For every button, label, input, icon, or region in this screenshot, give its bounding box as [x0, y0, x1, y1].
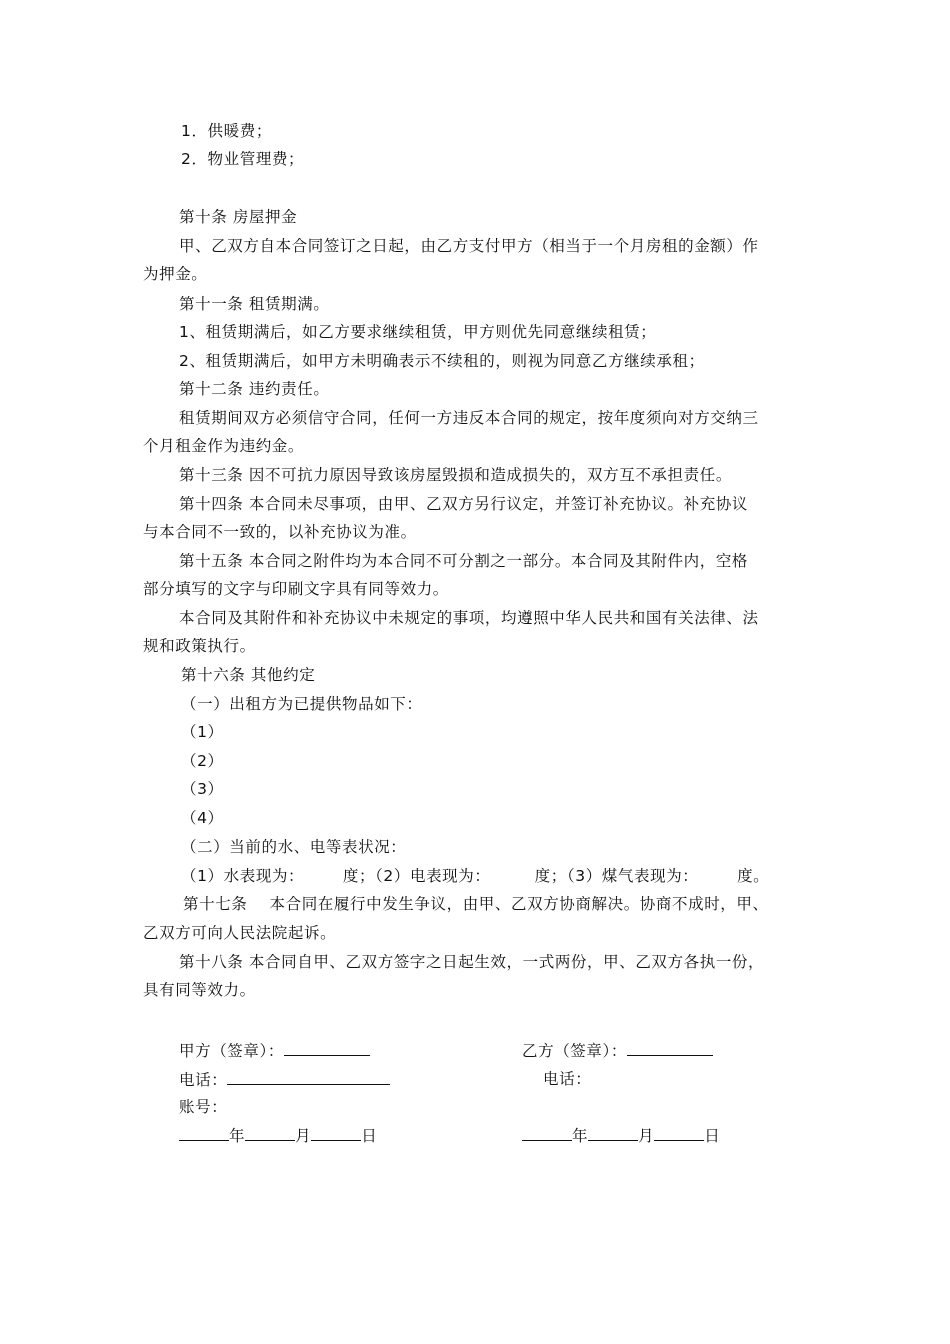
article-10-text-cont: 为押金。 [143, 265, 208, 283]
phone-a-label: 电话： [179, 1071, 228, 1089]
article-16-part-2: （二）当前的水、电等表状况： [181, 838, 407, 856]
article-15-para-2-cont: 规和政策执行。 [143, 637, 256, 655]
article-17: 第十七条 本合同在履行中发生争议，由甲、乙双方协商解决。协商不成时，甲、 [183, 895, 769, 913]
article-16-heading: 第十六条 其他约定 [181, 666, 316, 684]
party-b-month-blank[interactable] [588, 1125, 638, 1141]
party-b-date [522, 1125, 720, 1146]
article-12-heading: 第十二条 违约责任。 [179, 380, 330, 398]
article-12-text-cont: 个月租金作为违约金。 [143, 437, 305, 455]
article-15-cont: 部分填写的文字与印刷文字具有同等效力。 [143, 580, 449, 598]
article-17-cont: 乙双方可向人民法院起诉。 [143, 924, 337, 942]
provided-item-1: （1） [181, 723, 224, 741]
party-a-signature-line[interactable] [284, 1040, 370, 1056]
party-a-account [179, 1097, 227, 1117]
party-a-date [179, 1125, 377, 1146]
article-11-item-1: 1、租赁期满后，如乙方要求继续租赁，甲方则优先同意继续租赁； [179, 323, 657, 341]
article-11-heading: 第十一条 租赁期满。 [179, 295, 330, 313]
article-14: 第十四条 本合同未尽事项，由甲、乙双方另行议定，并签订补充协议。补充协议 [179, 495, 749, 513]
article-10-text: 甲、乙双方自本合同签订之日起，由乙方支付甲方（相当于一个月房租的金额）作 [179, 237, 759, 255]
party-a-month-blank[interactable] [245, 1125, 295, 1141]
year-label: 年 [229, 1127, 246, 1145]
article-18: 第十八条 本合同自甲、乙双方签字之日起生效，一式两份，甲、乙双方各执一份， [179, 953, 765, 971]
party-b-year-blank[interactable] [522, 1125, 572, 1141]
meter-readings: （1）水表现为： 度；（2）电表现为： 度；（3）煤气表现为： 度。 [181, 867, 770, 885]
month-label: 月 [638, 1127, 655, 1145]
party-a-phone [179, 1069, 390, 1090]
article-12-text: 租赁期间双方必须信守合同，任何一方违反本合同的规定，按年度须向对方交纳三 [179, 409, 759, 427]
party-a-signature [179, 1040, 370, 1061]
year-label: 年 [572, 1127, 589, 1145]
party-b-phone [543, 1069, 591, 1089]
article-15: 第十五条 本合同之附件均为本合同不可分割之一部分。本合同及其附件内，空格 [179, 552, 749, 570]
provided-item-3: （3） [181, 780, 224, 798]
party-a-label: 甲方（签章）： [179, 1042, 284, 1060]
item-heating-fee: 1．供暖费； [181, 122, 272, 140]
party-a-day-blank[interactable] [311, 1125, 361, 1141]
article-15-para-2: 本合同及其附件和补充协议中未规定的事项，均遵照中华人民共和国有关法律、法 [179, 609, 759, 627]
party-a-phone-line[interactable] [227, 1069, 390, 1085]
item-property-fee: 2．物业管理费； [181, 150, 305, 168]
day-label: 日 [704, 1127, 721, 1145]
provided-item-4: （4） [181, 809, 224, 827]
party-b-day-blank[interactable] [654, 1125, 704, 1141]
article-16-part-1: （一）出租方为已提供物品如下： [181, 695, 423, 713]
article-14-cont: 与本合同不一致的，以补充协议为准。 [143, 523, 417, 541]
article-11-item-2: 2、租赁期满后，如甲方未明确表示不续租的，则视为同意乙方继续承租； [179, 352, 705, 370]
party-b-signature-line[interactable] [627, 1040, 713, 1056]
phone-b-label: 电话： [543, 1070, 592, 1088]
party-a-year-blank[interactable] [179, 1125, 229, 1141]
month-label: 月 [295, 1127, 312, 1145]
article-10-heading: 第十条 房屋押金 [179, 208, 298, 226]
party-b-signature [522, 1040, 713, 1061]
day-label: 日 [361, 1127, 378, 1145]
party-b-label: 乙方（签章）： [522, 1042, 627, 1060]
account-label: 账号： [179, 1098, 228, 1116]
article-13: 第十三条 因不可抗力原因导致该房屋毁损和造成损失的，双方互不承担责任。 [179, 466, 732, 484]
article-18-cont: 具有同等效力。 [143, 981, 256, 999]
provided-item-2: （2） [181, 752, 224, 770]
